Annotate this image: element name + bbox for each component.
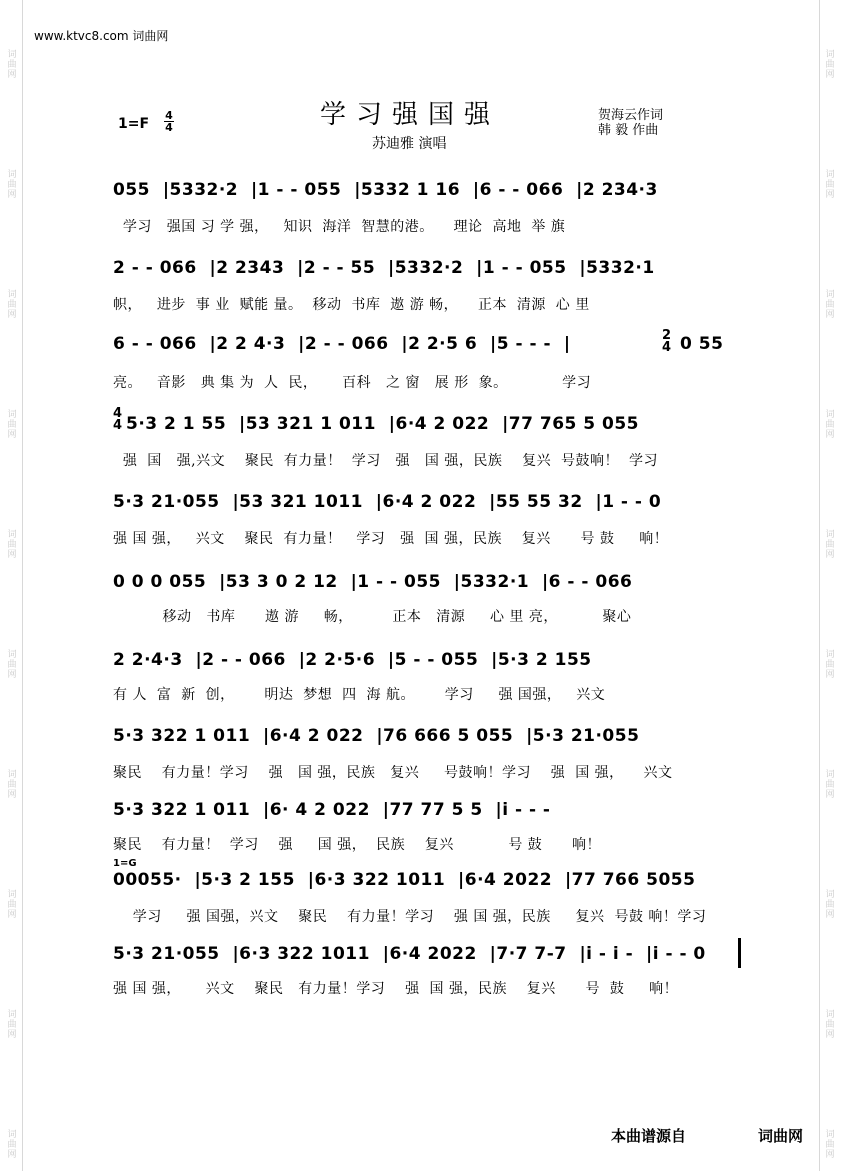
lyrics-row-10: 学习 强 国强，兴文 聚民 有力量！学习 强 国 强，民族 复兴 号鼓 响！学习 bbox=[113, 909, 707, 925]
notes-row-8: 5·3 322 1 011 |6·4 2 022 |76 666 5 055 |5·3 21·055 bbox=[113, 726, 640, 746]
watermark-text: 词 曲 网 bbox=[7, 1130, 17, 1160]
watermark-text: 词 曲 网 bbox=[825, 650, 835, 680]
key-change: 1=G bbox=[113, 858, 137, 869]
watermark-text: 词 曲 网 bbox=[7, 410, 17, 440]
lyrics-row-9: 聚民 有力量！ 学习 强 国 强， 民族 复兴 号 鼓 响！ bbox=[113, 837, 602, 853]
singer: 苏迪雅 演唱 bbox=[372, 136, 447, 152]
notes-row-1: 055 |5332·2 |1 - - 055 |5332 1 16 |6 - - 066 |2 234·3 bbox=[113, 180, 658, 200]
lyrics-row-5: 强 国 强， 兴文 聚民 有力量！ 学习 强 国 强，民族 复兴 号 鼓 响！ bbox=[113, 531, 669, 547]
lyrics-row-2: 帜， 进步 事 业 赋能 量。 移动 书库 遨 游 畅， 正本 清源 心 里 bbox=[113, 297, 590, 313]
lyrics-row-4: 强 国 强,兴文 聚民 有力量！ 学习 强 国 强，民族 复兴 号鼓响！ 学习 bbox=[113, 453, 658, 469]
song-title: 学习强国强 bbox=[320, 100, 501, 130]
watermark-text: 词 曲 网 bbox=[825, 290, 835, 320]
notes-row-2: 2 - - 066 |2 2343 |2 - - 55 |5332·2 |1 - - 055 |5332·1 bbox=[113, 258, 655, 278]
watermark-text: 词 曲 网 bbox=[7, 890, 17, 920]
watermark-text: 词 曲 网 bbox=[825, 50, 835, 80]
notes-row-7: 2 2·4·3 |2 - - 066 |2 2·5·6 |5 - - 055 |5·3 2 155 bbox=[113, 650, 592, 670]
site-url[interactable]: www.ktvc8.com 词曲网 bbox=[34, 29, 169, 43]
notes-row-10: 00055· |5·3 2 155 |6·3 322 1011 |6·4 2022 |77 766 5055 bbox=[113, 870, 696, 890]
left-watermark-strip bbox=[2, 0, 23, 1171]
notes-row-3-tail: 0 55 bbox=[680, 334, 724, 354]
time-change-2-4: 2 4 bbox=[662, 328, 672, 355]
lyrics-row-1: 学习 强国 习 学 强， 知识 海洋 智慧的港。 理论 高地 举 旗 bbox=[113, 219, 566, 235]
watermark-text: 词 曲 网 bbox=[825, 890, 835, 920]
key-signature: 1=F bbox=[118, 116, 150, 132]
lyricist: 贺海云作词 bbox=[598, 108, 664, 123]
lyrics-row-8: 聚民 有力量！学习 强 国 强，民族 复兴 号鼓响！学习 强 国 强， 兴文 bbox=[113, 765, 673, 781]
time-signature bbox=[164, 110, 174, 133]
lyrics-row-3: 亮。 音影 典 集 为 人 民， 百科 之 窗 展 形 象。 学习 bbox=[113, 375, 592, 391]
watermark-text: 词 曲 网 bbox=[825, 410, 835, 440]
right-watermark-strip bbox=[819, 0, 840, 1171]
watermark-text: 词 曲 网 bbox=[7, 1010, 17, 1040]
watermark-text: 词 曲 网 bbox=[825, 770, 835, 800]
watermark-text: 词 曲 网 bbox=[825, 530, 835, 560]
notes-row-6: 0 0 0 055 |53 3 0 2 12 |1 - - 055 |5332·1 |6 - - 066 bbox=[113, 572, 633, 592]
watermark-text: 词 曲 网 bbox=[7, 530, 17, 560]
lyrics-row-11: 强 国 强， 兴文 聚民 有力量！学习 强 国 强，民族 复兴 号 鼓 响！ bbox=[113, 981, 679, 997]
watermark-text: 词 曲 网 bbox=[7, 170, 17, 200]
time-sig-bottom: 4 bbox=[165, 121, 173, 134]
watermark-text: 词 曲 网 bbox=[7, 50, 17, 80]
watermark-text: 词 曲 网 bbox=[825, 1130, 835, 1160]
watermark-text: 词 曲 网 bbox=[825, 170, 835, 200]
watermark-text: 词 曲 网 bbox=[825, 1010, 835, 1040]
footer-site[interactable]: 词曲网 bbox=[758, 1127, 804, 1145]
time-sig-top: 4 bbox=[165, 109, 173, 122]
notes-row-3: 6 - - 066 |2 2 4·3 |2 - - 066 |2 2·5 6 |5 - - - | bbox=[113, 334, 571, 354]
footer-source: 本曲谱源自 bbox=[611, 1127, 687, 1145]
watermark-text: 词 曲 网 bbox=[7, 290, 17, 320]
notes-row-9: 5·3 322 1 011 |6· 4 2 022 |77 77 5 5 |i - - - bbox=[113, 800, 551, 820]
notes-row-11: 5·3 21·055 |6·3 322 1011 |6·4 2022 |7·7 7-7 |i - i - |i - - 0 bbox=[113, 944, 706, 964]
composer: 韩 毅 作曲 bbox=[598, 123, 659, 138]
lyrics-row-6: 移动 书库 遨 游 畅， 正本 清源 心 里 亮， 聚心 bbox=[113, 609, 632, 625]
credits bbox=[598, 108, 663, 138]
final-barline bbox=[738, 938, 741, 968]
time-back-4-4: 4 4 bbox=[113, 406, 123, 433]
watermark-text: 词 曲 网 bbox=[7, 770, 17, 800]
watermark-text: 词 曲 网 bbox=[7, 650, 17, 680]
notes-row-4: 5·3 2 1 55 |53 321 1 011 |6·4 2 022 |77 765 5 055 bbox=[126, 414, 640, 434]
lyrics-row-7: 有 人 富 新 创， 明达 梦想 四 海 航。 学习 强 国强， 兴文 bbox=[113, 687, 606, 703]
notes-row-5: 5·3 21·055 |53 321 1011 |6·4 2 022 |55 55 32 |1 - - 0 bbox=[113, 492, 662, 512]
